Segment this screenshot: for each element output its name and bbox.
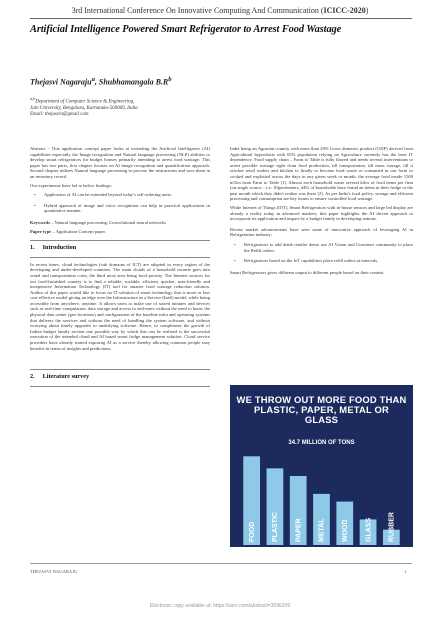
bar-label-food: FOOD	[248, 521, 256, 542]
section-heading-literature	[30, 374, 210, 380]
findings-list	[30, 192, 210, 214]
author-2-sup: b	[168, 76, 172, 83]
finding-item: • Application of AI can be extended beyond today's self-ordering units.	[30, 192, 210, 198]
right-column	[230, 146, 413, 278]
list-item: • Refrigerators to add drink retailer demo use AI Vision and Customer community to place the Refill orders.	[230, 242, 413, 253]
section-number: 2.	[30, 373, 35, 381]
bar-label-wood: WOOD	[341, 519, 349, 542]
affil-line-2: Jain University, Bengaluru, Karnataka-560069, India	[30, 106, 138, 112]
waste-bar-chart	[230, 447, 413, 547]
keywords-value: – Natural language processing, Convolutional neural networks	[49, 219, 166, 225]
section-rule	[30, 240, 210, 241]
bar-label-plastic: PLASTIC	[272, 512, 280, 542]
abstract-text: Abstract - This application concept paper looks at extending the Artificial Intelligence (AI) capabilities especially the Image recognition and Natural language processing (NLP) abilities to develop smart refrigerators for budget houses primarily intending to arrest food wastage. This paper has two parts, first chapter focuses on AI image recognition and quantification approach. Second chapter utilizes Natural language processing to process the instructions and save them in an inventory record.	[30, 146, 210, 179]
affiliation	[30, 96, 138, 119]
bar-label-glass: GLASS	[365, 517, 373, 542]
body-paragraph: Recent market advancements have seen some of innovative approach of leveraging AI in Refrigeration industry:	[230, 226, 413, 238]
conference-name: 3rd International Conference On Innovative Computing And Communication (	[71, 6, 324, 15]
body-paragraph: India being an Agrarian country with more than 20% Gross domestic product (GDP) derived from Agricultural byproducts with 65% population relying on Agriculture currently has the least IT dependency. Food supply chain – Farm to Table is fully flawed and needs several interventions to arrest possible wastage right from food production, till transportation, till mass storage, till it reaches retail outlets and kitchen to finally to become food waste or consumed in our form or cooked and exploited across the days in any given week or month, the average food inside 1500 mTon from Farm to Table [1]. Almost each household waste several kilos of food items per firm (on single source – i.e. 10)perimeters, 44% of households have found an items in their fridge or the past month which they didn't realize was there [2]. As per India's food policy, storage and efficient processing and consumption are key issues to ensure controlled food wastage.	[230, 146, 413, 202]
header-rule	[30, 18, 412, 19]
bar-label-rubber: RUBBER	[388, 512, 396, 542]
footer-rule	[30, 563, 412, 564]
paper-type-label: Paper type	[30, 228, 52, 234]
paper-title: Artificial Intelligence Powered Smart Refrigerator to Arrest Food Wastage	[30, 24, 342, 35]
conference-end: )	[365, 6, 369, 15]
section-number: 1.	[30, 244, 35, 252]
footer-author: THEJASVI NAGARAJU	[30, 569, 78, 574]
page-number: 1	[404, 569, 407, 574]
introduction-text: In recent times, cloud technologies (sub domains of ICT) are adopted in every region of the developing and under-developed countries. The main clouds of a household income goes into rental and transportation costs, the third most area being food priority. The Internet sources for our food-furnished country is to find a reliable, scalable, efficient, quicker, user-friendly and inexpensive Information Technology (IT) tool for smarter food wastage reduction solution. Author of this paper would like to focus on IT solution of smart technology that is more or less cost-effective model giving an edge over the Infrastructure as a Service (IaaS) model, while being accessible from anywhere, anytime. It allows users to make use of stored minutes and devices such as real-time computation, data storage and access to end-users without the need to know the physical data center (geo-locations) and configuration of the baseline infra and operating systems that delivers the services and without the need of handling the system software, and without worrying about timely upgrades to underlying software. Hence, to compliment the growth of Indian budget family section one possible way by which this can be realized is the successful execution of the intended cloud and AI based smart fridge management solution. Cloud service providers have already started exposing AI as a service thereby allowing common people may benefits in terms of insights and predictions.	[30, 261, 210, 351]
affil-line-1: Department of Computer Science & Engineering,	[35, 99, 135, 105]
affil-email: Email: thejasvin@gmail.com	[30, 112, 89, 118]
infographic-subtitle: 34.7 MILLION OF TONS	[288, 440, 355, 446]
infographic-headline: WE THROW OUT MORE FOOD THAN PLASTIC, PAPER, METAL OR GLASS	[236, 394, 407, 426]
findings-intro: Our experiments have led to below findings:	[30, 182, 112, 188]
section-heading-introduction	[30, 245, 210, 251]
section-rule	[30, 386, 210, 387]
section-rule	[30, 369, 210, 370]
paper-type-value: – Application Concept paper.	[51, 228, 106, 234]
keywords-label: Keywords	[30, 219, 50, 225]
bar-label-metal: METAL	[318, 518, 326, 542]
author-1: Thejasvi Nagaraju	[30, 77, 92, 87]
section-rule	[30, 257, 210, 258]
food-waste-infographic	[230, 385, 413, 547]
body-paragraph: Smart Refrigerators gives different output to different people based on their context.	[230, 269, 385, 275]
author-1-sup: a	[91, 76, 95, 83]
download-notice: Electronic copy available at: https://ssrn.com/abstract=3596209	[149, 603, 291, 609]
conference-header	[0, 6, 440, 15]
paper-type	[30, 229, 210, 235]
left-column	[30, 146, 210, 391]
finding-item: • Hybrid approach of image and voice recognition can help in practical applications in quantitative manner.	[30, 203, 210, 214]
affil-sup: a,b	[30, 96, 36, 101]
keywords	[30, 220, 210, 226]
refrigerator-list	[230, 242, 413, 264]
body-paragraph: While Internet of Things (IOT), Smart Refrigerators with in-house sensors and large led display are already a reality today in advanced markets, this paper highlights the AI driven approach to incorporate its application and impact by a budget family in developing nations.	[230, 204, 413, 222]
section-title-text: Literature survey	[42, 373, 90, 381]
conference-short: ICICC-2020	[323, 6, 366, 15]
author-2: , Shubhamangala B.R	[94, 77, 169, 87]
list-item: • Refrigerators based on the IoT capabilities place refill orders at intervals.	[230, 258, 413, 264]
bar-label-paper: PAPER	[295, 518, 303, 542]
paper-authors	[30, 76, 172, 87]
section-title-text: Introduction	[42, 244, 77, 252]
